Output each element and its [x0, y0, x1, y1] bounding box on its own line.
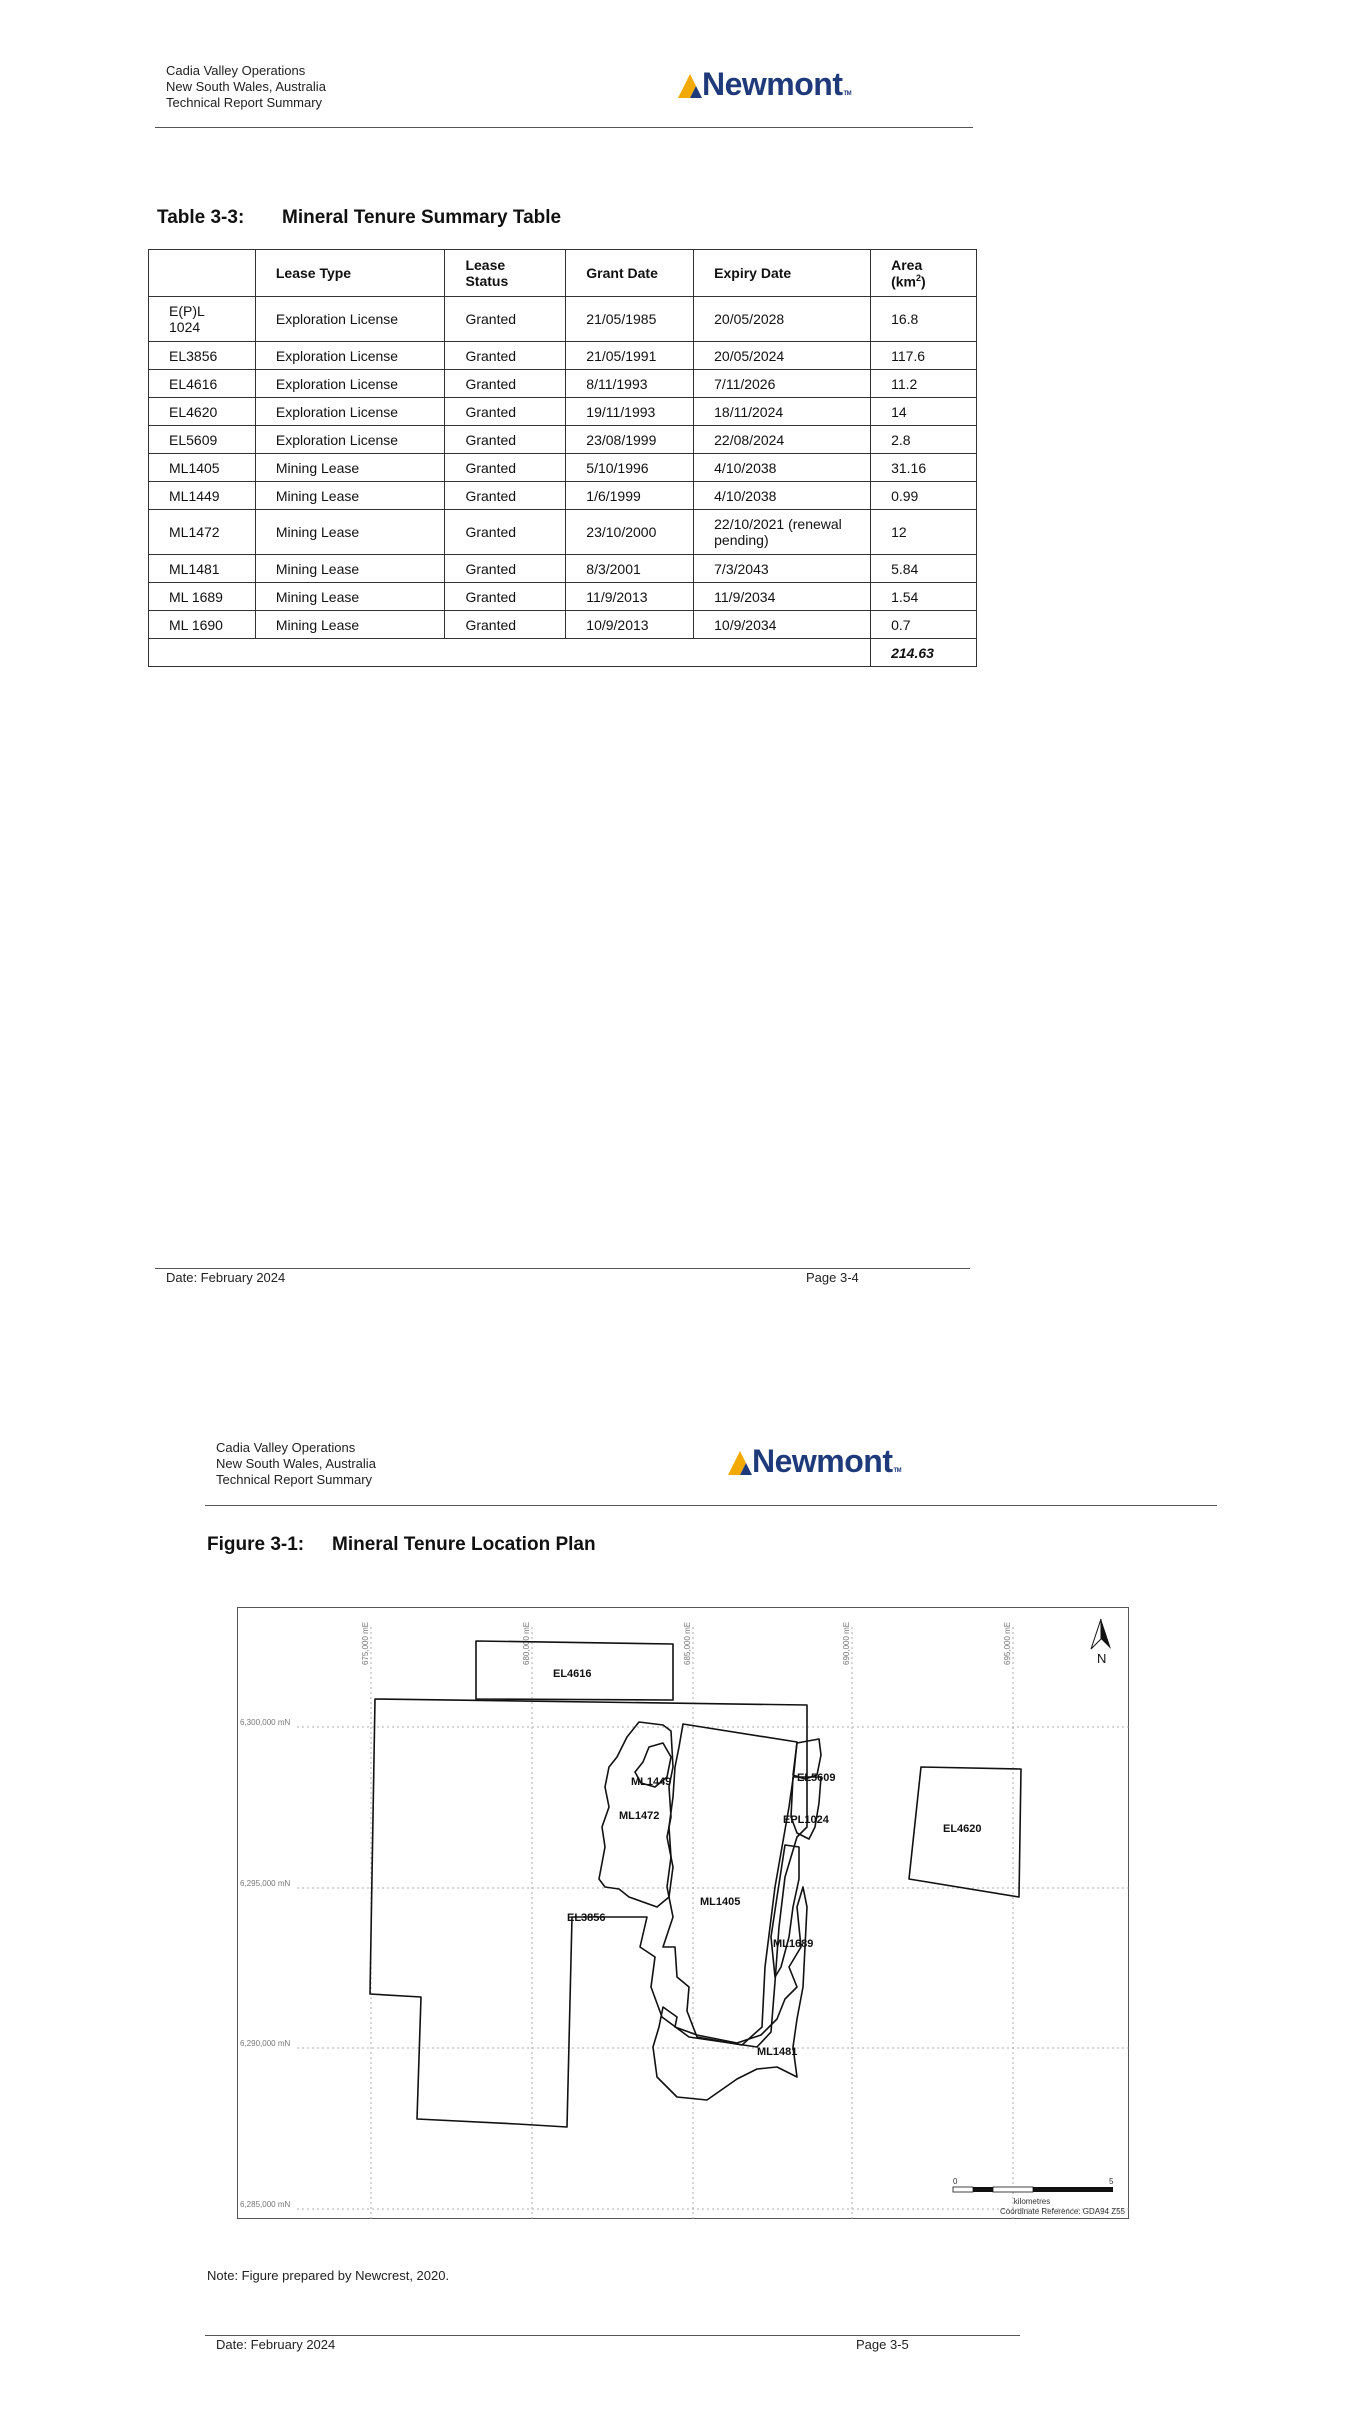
- cell-expiry: 4/10/2038: [694, 482, 871, 510]
- label-ml1689: ML1689: [773, 1938, 814, 1950]
- cell-type: Mining Lease: [255, 611, 445, 639]
- cell-id: ML1449: [149, 482, 256, 510]
- cell-type: Mining Lease: [255, 482, 445, 510]
- total-spacer: [149, 639, 871, 667]
- col-header-area: [871, 250, 977, 297]
- cell-id: ML 1690: [149, 611, 256, 639]
- cell-status: Granted: [445, 555, 566, 583]
- tenure-location-map: [237, 1607, 1129, 2219]
- col-header-area-line2-close: ): [921, 273, 926, 290]
- north-arrow-label: N: [1097, 1651, 1107, 1666]
- cell-status: Granted: [445, 482, 566, 510]
- col-header-area-superscript: 2: [916, 272, 922, 283]
- cell-expiry: 20/05/2024: [694, 342, 871, 370]
- col-header-grant-date: Grant Date: [566, 250, 694, 297]
- footer-page-number: Page 3-4: [806, 1270, 859, 1285]
- easting-label-4: 690,000 mE: [842, 1621, 851, 1665]
- logo-trademark: TM: [843, 91, 852, 97]
- cell-type: Mining Lease: [255, 555, 445, 583]
- header-line-1: Cadia Valley Operations: [166, 63, 306, 78]
- cell-total-area: 214.63: [871, 639, 977, 667]
- cell-status: Granted: [445, 398, 566, 426]
- table-caption-number: Table 3-3:: [157, 207, 245, 228]
- cell-grant: 5/10/1996: [566, 454, 694, 482]
- table-row: [149, 482, 977, 510]
- cell-id-text: E(P)L 1024: [169, 303, 205, 335]
- table-row: [149, 583, 977, 611]
- cell-status: Granted: [445, 370, 566, 398]
- cell-expiry: 10/9/2034: [694, 611, 871, 639]
- scale-units-label: kilometres: [1013, 2197, 1051, 2206]
- header-block: [216, 1440, 376, 1488]
- table-caption-title: Mineral Tenure Summary Table: [282, 207, 562, 228]
- northing-label-4: 6,285,000 mN: [240, 2200, 291, 2209]
- cell-grant: 10/9/2013: [566, 611, 694, 639]
- cell-status: Granted: [445, 611, 566, 639]
- label-el3856: EL3856: [567, 1912, 606, 1924]
- footer-divider: [155, 1268, 970, 1269]
- cell-expiry: 18/11/2024: [694, 398, 871, 426]
- figure-caption-title: Mineral Tenure Location Plan: [332, 1534, 596, 1555]
- col-header-lease-status-line2: Status: [465, 273, 509, 289]
- col-header-lease-type: Lease Type: [255, 250, 445, 297]
- cell-area: 0.7: [871, 611, 977, 639]
- label-ml1449: ML1449: [631, 1776, 672, 1788]
- label-el4616: EL4616: [553, 1668, 592, 1680]
- header-line-3: Technical Report Summary: [216, 1472, 373, 1487]
- cell-type: Exploration License: [255, 297, 445, 342]
- cell-area: 5.84: [871, 555, 977, 583]
- col-header-area-line2: (km: [891, 273, 916, 290]
- cell-type: Mining Lease: [255, 454, 445, 482]
- cell-id: ML1481: [149, 555, 256, 583]
- header-line-3: Technical Report Summary: [166, 95, 323, 110]
- table-row: [149, 398, 977, 426]
- footer-divider: [205, 2335, 1020, 2336]
- coordinate-reference: Coordinate Reference: GDA94 Z55: [1000, 2207, 1125, 2216]
- northing-label-2: 6,295,000 mN: [240, 1879, 291, 1888]
- header-line-2: New South Wales, Australia: [166, 79, 326, 94]
- cell-area: 0.99: [871, 482, 977, 510]
- cell-grant: 21/05/1991: [566, 342, 694, 370]
- col-header-lease-status: [445, 250, 566, 297]
- logo-wordmark: Newmont: [752, 1443, 893, 1479]
- cell-area: 14: [871, 398, 977, 426]
- cell-expiry: 11/9/2034: [694, 583, 871, 611]
- header-divider: [155, 127, 973, 128]
- label-ml1472: ML1472: [619, 1810, 660, 1822]
- cell-grant: 8/3/2001: [566, 555, 694, 583]
- cell-status: Granted: [445, 342, 566, 370]
- table-row: [149, 297, 977, 342]
- table-row: [149, 342, 977, 370]
- cell-area: 16.8: [871, 297, 977, 342]
- figure-note: Note: Figure prepared by Newcrest, 2020.: [207, 2268, 450, 2283]
- cell-status: Granted: [445, 426, 566, 454]
- cell-status: Granted: [445, 510, 566, 555]
- cell-expiry: 7/3/2043: [694, 555, 871, 583]
- header-block: [166, 63, 326, 111]
- cell-id: ML 1689: [149, 583, 256, 611]
- table-row: [149, 370, 977, 398]
- cell-type: Exploration License: [255, 426, 445, 454]
- col-header-lease-status-line1: Lease: [465, 257, 506, 273]
- mineral-tenure-table: [148, 249, 977, 667]
- scale-start-label: 0: [953, 2177, 958, 2186]
- cell-expiry-text: 22/10/2021 (renewal pending): [714, 516, 842, 548]
- cell-expiry: [694, 510, 871, 555]
- cell-type: Exploration License: [255, 370, 445, 398]
- cell-expiry: 20/05/2028: [694, 297, 871, 342]
- cell-grant: 23/08/1999: [566, 426, 694, 454]
- table-row: [149, 454, 977, 482]
- cell-type: Exploration License: [255, 398, 445, 426]
- easting-label-1: 675,000 mE: [361, 1621, 370, 1665]
- footer-date: Date: February 2024: [166, 1270, 286, 1285]
- header-line-2: New South Wales, Australia: [216, 1456, 376, 1471]
- table-header-row: [149, 250, 977, 297]
- footer-page-number: Page 3-5: [856, 2337, 909, 2352]
- northing-label-1: 6,300,000 mN: [240, 1718, 291, 1727]
- cell-expiry: 22/08/2024: [694, 426, 871, 454]
- table-row: [149, 611, 977, 639]
- cell-grant: 21/05/1985: [566, 297, 694, 342]
- label-epl1024: EPL1024: [783, 1814, 829, 1826]
- col-header-area-line1: Area: [891, 256, 923, 273]
- table-total-row: [149, 639, 977, 667]
- cell-status: Granted: [445, 297, 566, 342]
- label-el4620: EL4620: [943, 1823, 982, 1835]
- cell-type: Exploration License: [255, 342, 445, 370]
- cell-area: 1.54: [871, 583, 977, 611]
- easting-label-2: 680,000 mE: [522, 1621, 531, 1665]
- cell-area: 31.16: [871, 454, 977, 482]
- logo-wordmark: Newmont: [702, 66, 843, 102]
- cell-grant: 1/6/1999: [566, 482, 694, 510]
- table-row: [149, 426, 977, 454]
- cell-grant: 23/10/2000: [566, 510, 694, 555]
- table-caption: [157, 207, 561, 229]
- header-divider: [205, 1505, 1217, 1506]
- cell-status: Granted: [445, 454, 566, 482]
- label-ml1481: ML1481: [757, 2046, 798, 2058]
- cell-area: 11.2: [871, 370, 977, 398]
- easting-label-5: 695,000 mE: [1003, 1621, 1012, 1665]
- col-header-expiry-date: Expiry Date: [694, 250, 871, 297]
- col-header-id: [149, 250, 256, 297]
- label-ml1405: ML1405: [700, 1896, 741, 1908]
- header-line-1: Cadia Valley Operations: [216, 1440, 356, 1455]
- footer-date: Date: February 2024: [216, 2337, 336, 2352]
- figure-caption-number: Figure 3-1:: [207, 1534, 305, 1555]
- cell-type: Mining Lease: [255, 583, 445, 611]
- cell-id: ML1472: [149, 510, 256, 555]
- cell-expiry: 4/10/2038: [694, 454, 871, 482]
- cell-id: EL5609: [149, 426, 256, 454]
- easting-label-3: 685,000 mE: [683, 1621, 692, 1665]
- scale-end-label: 5: [1109, 2177, 1114, 2186]
- figure-caption: [207, 1534, 596, 1556]
- cell-id: [149, 297, 256, 342]
- cell-id: ML1405: [149, 454, 256, 482]
- cell-expiry: 7/11/2026: [694, 370, 871, 398]
- table-row: [149, 510, 977, 555]
- label-el5609: EL5609: [797, 1772, 836, 1784]
- cell-area: 2.8: [871, 426, 977, 454]
- cell-id: EL4620: [149, 398, 256, 426]
- logo-trademark: TM: [893, 1468, 902, 1474]
- northing-label-3: 6,290,000 mN: [240, 2039, 291, 2048]
- cell-grant: 19/11/1993: [566, 398, 694, 426]
- table-row: [149, 555, 977, 583]
- newmont-logo: [726, 1443, 901, 1480]
- cell-grant: 8/11/1993: [566, 370, 694, 398]
- cell-status: Granted: [445, 583, 566, 611]
- cell-type: Mining Lease: [255, 510, 445, 555]
- cell-grant: 11/9/2013: [566, 583, 694, 611]
- cell-area: 12: [871, 510, 977, 555]
- newmont-logo: [676, 66, 851, 103]
- cell-id: EL3856: [149, 342, 256, 370]
- cell-area: 117.6: [871, 342, 977, 370]
- cell-id: EL4616: [149, 370, 256, 398]
